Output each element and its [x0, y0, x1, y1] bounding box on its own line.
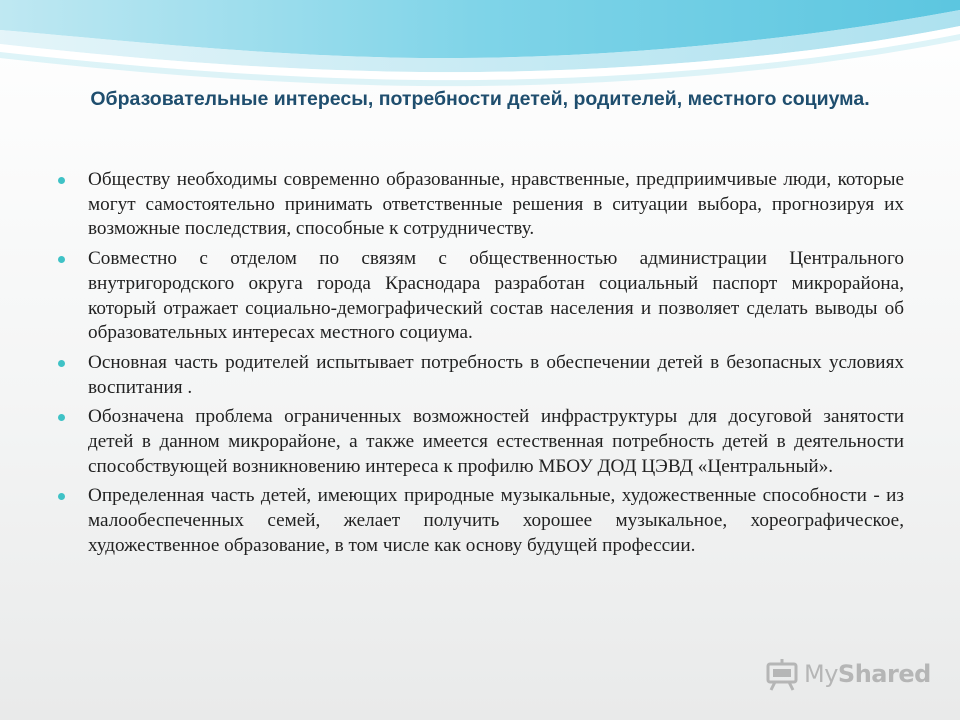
watermark-prefix: My: [804, 660, 838, 688]
bullet-point-icon: [58, 414, 65, 421]
bullet-text: Совместно с отделом по связям с общественностью администрации Центрального внутригородского округа города Краснодара разработан социальный паспорт микрорайона, который отражает социально-демографический состав населения и позволяет сделать выводы об образовательных интересах местного социума.: [88, 248, 904, 344]
bullet-point-icon: [58, 493, 65, 500]
slide-title: Образовательные интересы, потребности детей, родителей, местного социума.: [90, 88, 870, 110]
bullet-text: Обществу необходимы современно образованные, нравственные, предприимчивые люди, которые могут самостоятельно принимать ответственные решения в ситуации выбора, прогнозируя их возможные последствия, способные к сотрудничеству.: [88, 169, 904, 240]
list-item: [58, 351, 904, 400]
header-wave-decoration: [0, 0, 960, 90]
watermark-text: [804, 660, 931, 688]
list-item: [58, 405, 904, 479]
bullet-point-icon: [58, 177, 65, 184]
bullet-point-icon: [58, 360, 65, 367]
bullet-point-icon: [58, 256, 65, 263]
list-item: [58, 168, 904, 242]
list-item: [58, 247, 904, 346]
bullet-list: [58, 168, 904, 564]
bullet-text: Обозначена проблема ограниченных возможностей инфраструктуры для досуговой занятости детей в данном микрорайоне, а также имеется естественная потребность детей в деятельности способствующей возникновению интереса к профилю МБОУ ДОД ЦЭВД «Центральный».: [88, 406, 904, 477]
list-item: [58, 484, 904, 558]
myshared-watermark[interactable]: [764, 655, 931, 693]
bullet-text: Основная часть родителей испытывает потребность в обеспечении детей в безопасных условиях воспитания .: [88, 351, 904, 398]
bullet-text: Определенная часть детей, имеющих природные музыкальные, художественные способности - из малообеспеченных семей, желает получить хорошее музыкальное, хореографическое, художественное образование, в том числе как основу будущей профессии.: [88, 485, 904, 556]
watermark-brand: Shared: [837, 660, 931, 688]
presentation-board-icon: [764, 656, 800, 692]
